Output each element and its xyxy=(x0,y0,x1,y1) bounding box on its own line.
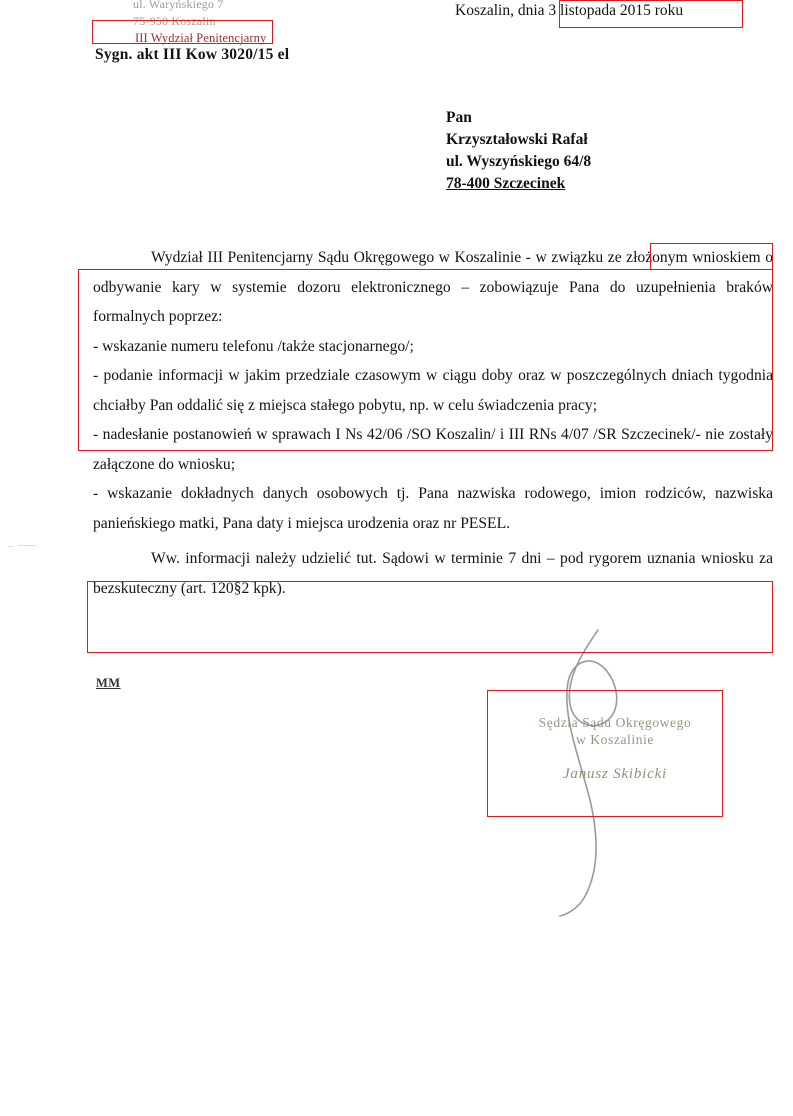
addressee-city: 78-400 Szczecinek xyxy=(446,175,566,192)
sender-address-line-2: 75-950 Koszalin xyxy=(133,14,216,28)
case-reference: Sygn. akt III Kow 3020/15 el xyxy=(95,46,290,63)
judge-stamp xyxy=(510,714,720,783)
sender-address-line-1: ul. Waryńskiego 7 xyxy=(133,0,224,11)
addressee-name: Krzyształowski Rafał xyxy=(446,131,588,148)
body-item-3: - nadesłanie postanowień w sprawach I Ns 42/06 /SO Koszalin/ i III RNs 4/07 /SR Szczecinek/- nie zostały załączone do wniosku; xyxy=(93,426,773,473)
clerk-initials: MM xyxy=(96,676,121,690)
addressee-street: ul. Wyszyńskiego 64/8 xyxy=(446,153,592,170)
place-and-date xyxy=(455,2,683,20)
body-final-paragraph: Ww. informacji należy udzielić tut. Sądowi w terminie 7 dni – pod rygorem uznania wniosku za bezskuteczny (art. 120§2 kpk). xyxy=(93,550,773,597)
sender-department: III Wydział Penitencjarny xyxy=(135,31,267,45)
body-item-4: - wskazanie dokładnych danych osobowych tj. Pana nazwiska rodowego, imion rodziców, nazwiska panieńskiego matki, Pana daty i miejsca urodzenia oraz nr PESEL. xyxy=(93,485,773,532)
stamp-line-2: w Koszalinie xyxy=(575,732,655,747)
sender-header xyxy=(133,0,333,47)
addressee-title: Pan xyxy=(446,109,472,126)
body-item-1: - wskazanie numeru telefonu /także stacjonarnego/; xyxy=(93,337,414,355)
document-date: 3 listopada 2015 roku xyxy=(548,2,684,19)
document-body xyxy=(93,243,773,603)
scan-artifact xyxy=(8,546,14,547)
stamp-judge-name: Janusz Skibicki xyxy=(562,766,668,782)
body-item-2: - podanie informacji w jakim przedziale czasowym w ciągu doby oraz w poszczególnych dniach tygodnia chciałby Pan oddalić się z miejsca stałego pobytu, np. w celu świadczenia pracy; xyxy=(93,367,773,414)
scan-artifact xyxy=(18,545,36,546)
body-paragraph-1: Wydział III Penitencjarny Sądu Okręgowego w Koszalinie - w związku ze złożonym wnioskiem o odbywanie kary w systemie dozoru elektronicznego – zobowiązuje Pana do uzupełnienia braków formalnych poprzez: xyxy=(93,249,773,325)
place-date-prefix: Koszalin, dnia xyxy=(455,2,549,19)
addressee-block xyxy=(446,107,591,195)
stamp-line-1: Sędzia Sądu Okręgowego xyxy=(538,715,692,730)
